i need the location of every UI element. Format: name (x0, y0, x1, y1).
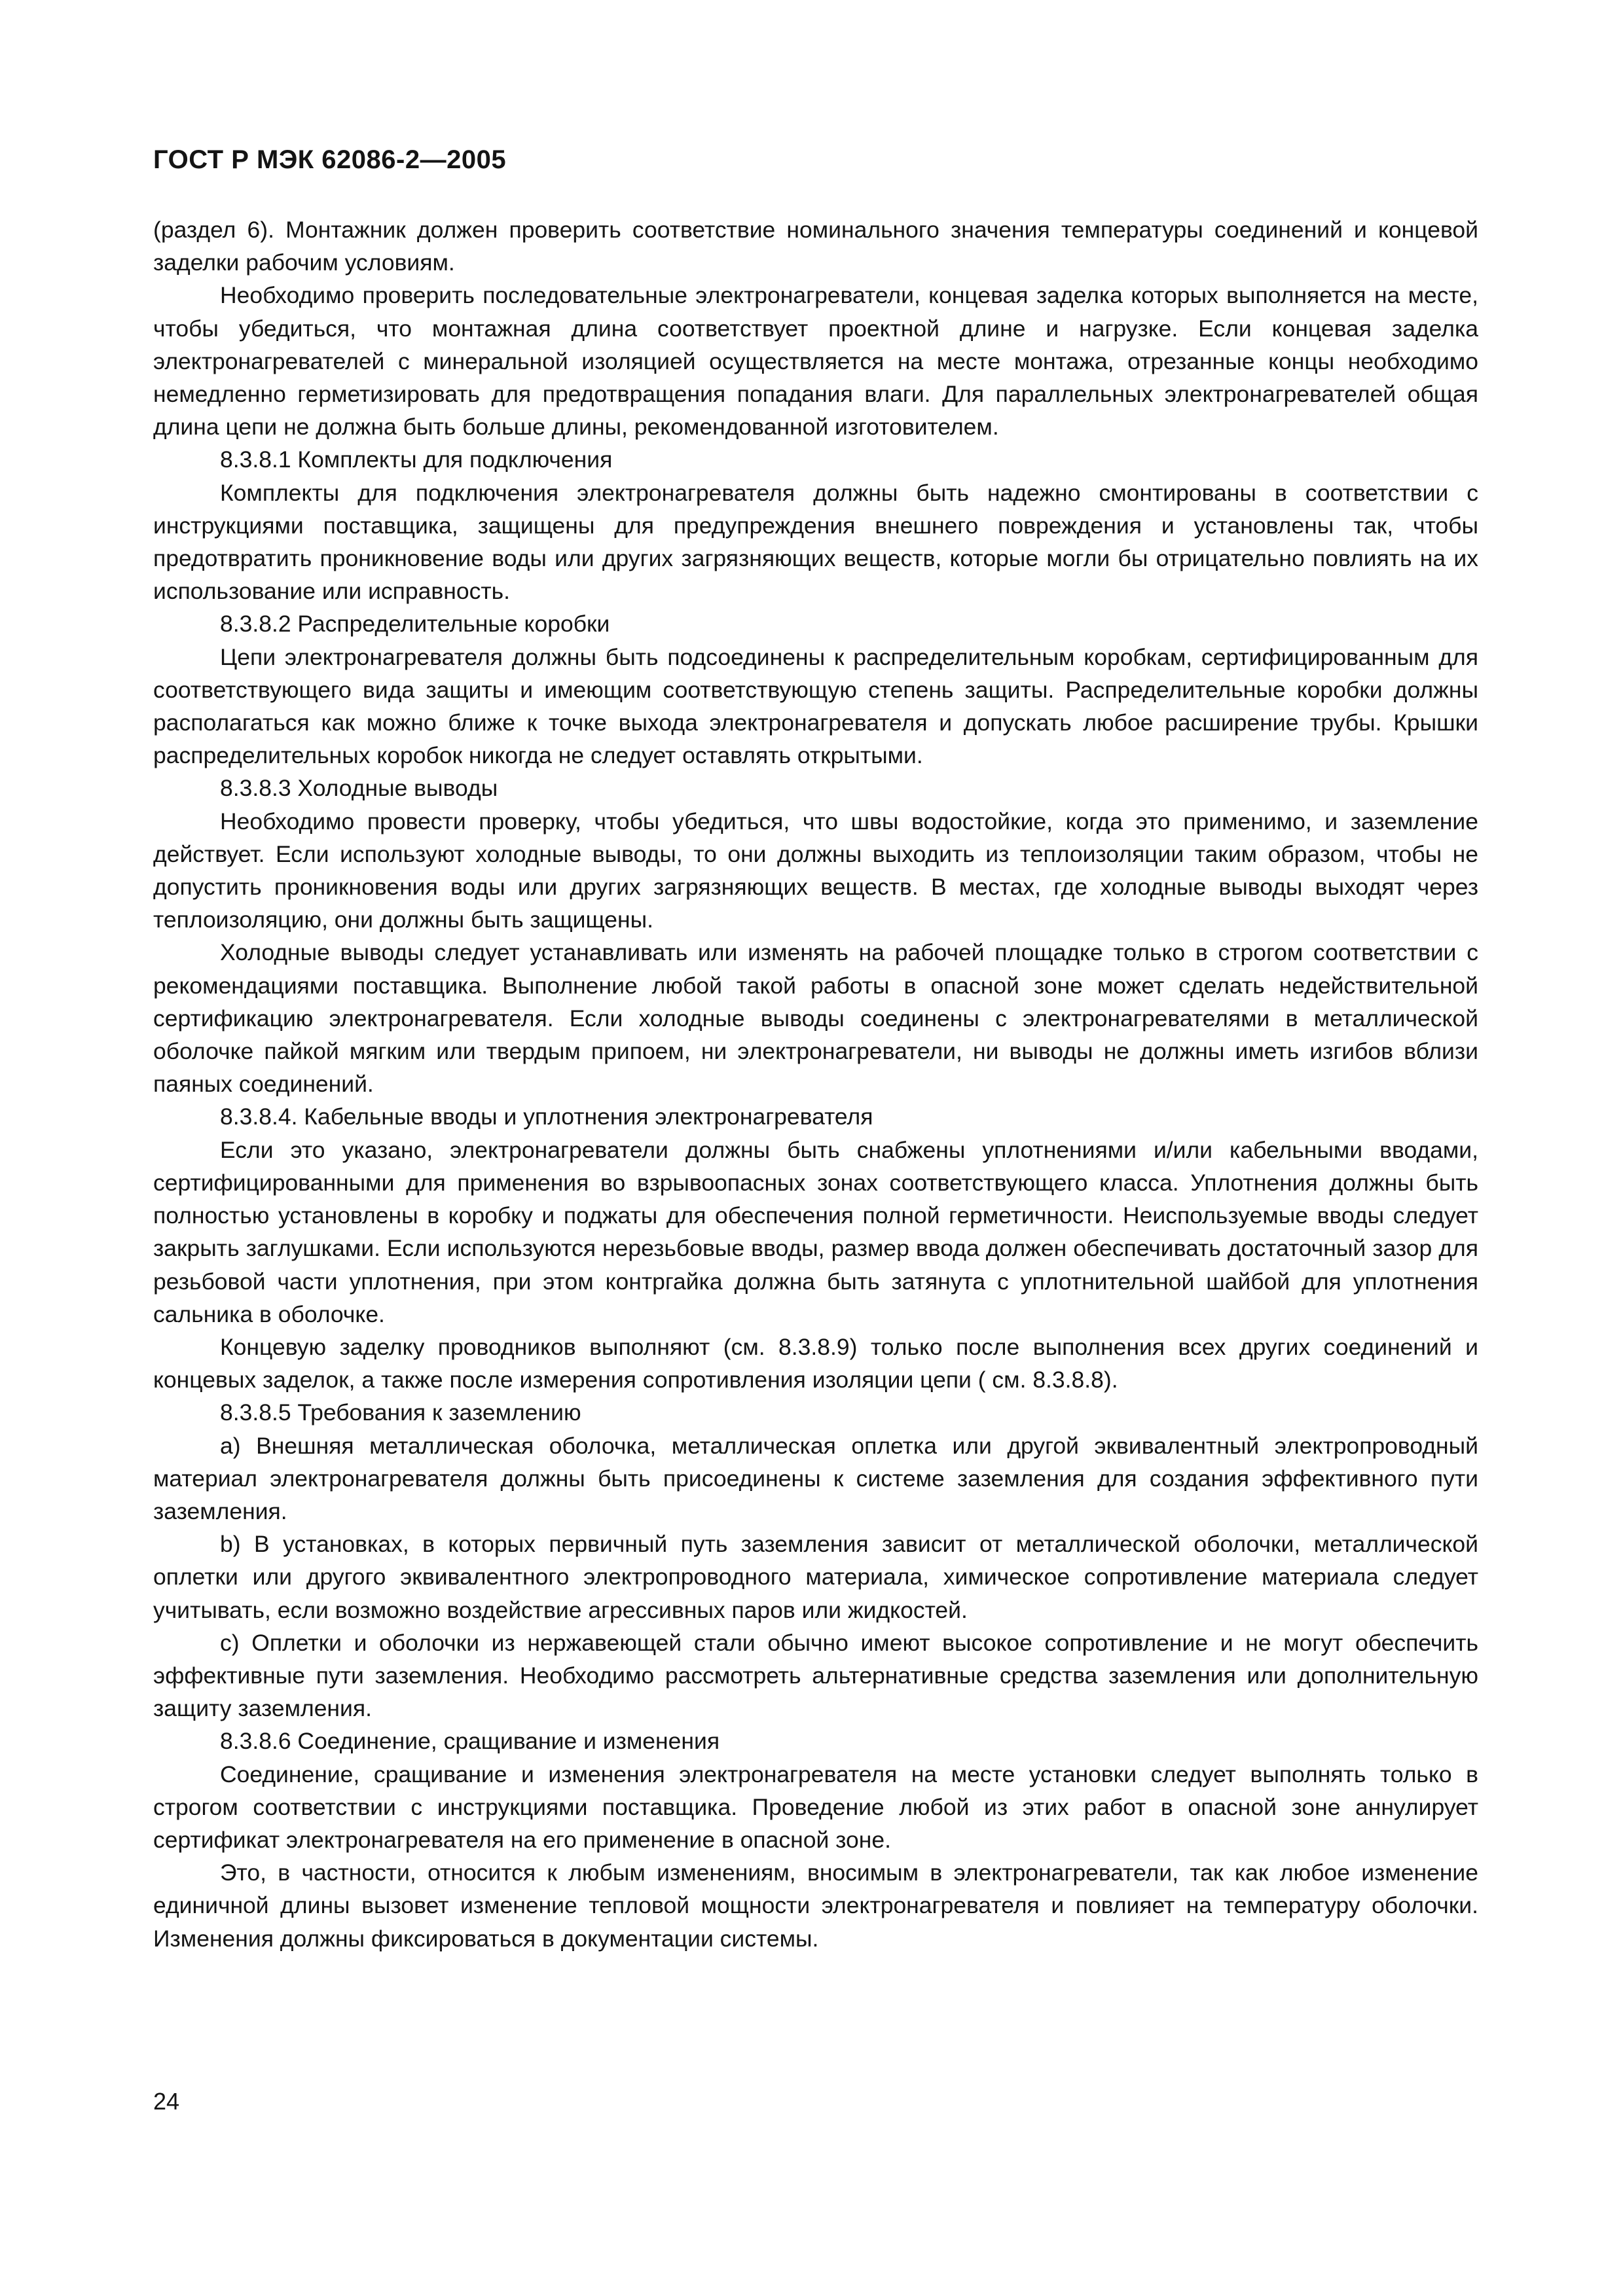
section-heading: 8.3.8.5 Требования к заземлению (220, 1399, 581, 1426)
document-body (153, 213, 1478, 1955)
body-paragraph: Необходимо проверить последовательные электронагреватели, концевая заделка которых выполняется на месте, чтобы убедиться, что монтажная длина соответствует проектной длине и нагрузке. Если концевая заделка электронагревателей с минеральной изоляцией осуществляется на месте монтажа, отрезанные концы необходимо немедленно герметизировать для предотвращения попадания влаги. Для параллельных электронагревателей общая длина цепи не должна быть больше длины, рекомендованной изготовителем. (153, 282, 1478, 440)
body-paragraph: (раздел 6). Монтажник должен проверить соответствие номинального значения температуры соединений и концевой заделки рабочим условиям. (153, 217, 1478, 276)
body-paragraph: Цепи электронагревателя должны быть подсоединены к распределительным коробкам, сертифицированным для соответствующего вида защиты и имеющим соответствующую степень защиты. Распределительные коробки должны располагаться как можно ближе к точке выхода электронагревателя и допускать любое расширение трубы. Крышки распределительных коробок никогда не следует оставлять открытыми. (153, 643, 1478, 769)
page-number: 24 (153, 2088, 180, 2115)
body-paragraph: а) Внешняя металлическая оболочка, металлическая оплетка или другой эквивалентный электропроводный материал электронагревателя должны быть присоединены к системе заземления для создания эффективного пути заземления. (153, 1432, 1478, 1524)
section-heading: 8.3.8.2 Распределительные коробки (220, 611, 610, 637)
section-heading: 8.3.8.3 Холодные выводы (220, 775, 498, 802)
body-paragraph: с) Оплетки и оболочки из нержавеющей стали обычно имеют высокое сопротивление и не могут обеспечить эффективные пути заземления. Необходимо рассмотреть альтернативные средства заземления или дополнительную защиту заземления. (153, 1629, 1478, 1722)
body-paragraph: Комплекты для подключения электронагревателя должны быть надежно смонтированы в соответствии с инструкциями поставщика, защищены для предупреждения внешнего повреждения и установлены так, чтобы предотвратить проникновение воды или других загрязняющих веществ, которые могли бы отрицательно повлиять на их использование или исправность. (153, 479, 1478, 605)
body-paragraph: Холодные выводы следует устанавливать или изменять на рабочей площадке только в строгом соответствии с рекомендациями поставщика. Выполнение любой такой работы в опасной зоне может сделать недействительной сертификацию электронагревателя. Если холодные выводы соединены с электронагревателями в металлической оболочке пайкой мягким или твердым припоем, ни электронагреватели, ни выводы не должны иметь изгибов вблизи паяных соединений. (153, 939, 1478, 1098)
section-heading: 8.3.8.4. Кабельные вводы и уплотнения электронагревателя (220, 1103, 873, 1130)
body-paragraph: Необходимо провести проверку, чтобы убедиться, что швы водостойкие, когда это применимо, и заземление действует. Если используют холодные выводы, то они должны выходить из теплоизоляции таким образом, чтобы не допустить проникновения воды или других загрязняющих веществ. В местах, где холодные выводы выходят через теплоизоляцию, они должны быть защищены. (153, 808, 1478, 933)
body-paragraph: b) В установках, в которых первичный путь заземления зависит от металлической оболочки, металлической оплетки или другого эквивалентного электропроводного материала, химическое сопротивление материала следует учитывать, если возможно воздействие агрессивных паров или жидкостей. (153, 1531, 1478, 1623)
body-paragraph: Концевую заделку проводников выполняют (см. 8.3.8.9) только после выполнения всех других соединений и концевых заделок, а также после измерения сопротивления изоляции цепи ( см. 8.3.8.8). (153, 1333, 1478, 1393)
section-heading: 8.3.8.1 Комплекты для подключения (220, 446, 613, 473)
section-heading: 8.3.8.6 Соединение, сращивание и изменения (220, 1728, 720, 1755)
document-header: ГОСТ Р МЭК 62086-2—2005 (153, 145, 507, 174)
body-paragraph: Соединение, сращивание и изменения электронагревателя на месте установки следует выполнять только в строгом соответствии с инструкциями поставщика. Проведение любой из этих работ в опасной зоне аннулирует сертификат электронагревателя на его применение в опасной зоне. (153, 1761, 1478, 1853)
body-paragraph: Если это указано, электронагреватели должны быть снабжены уплотнениями и/или кабельными вводами, сертифицированными для применения во взрывоопасных зонах соответствующего класса. Уплотнения должны быть полностью установлены в коробку и поджаты для обеспечения полной герметичности. Неиспользуемые вводы следует закрыть заглушками. Если используются нерезьбовые вводы, размер ввода должен обеспечивать достаточный зазор для резьбовой части уплотнения, при этом контргайка должна быть затянута с уплотнительной шайбой для уплотнения сальника в оболочке. (153, 1136, 1478, 1327)
body-paragraph: Это, в частности, относится к любым изменениям, вносимым в электронагреватели, так как любое изменение единичной длины вызовет изменение тепловой мощности электронагревателя и повлияет на температуру оболочки. Изменения должны фиксироваться в документации системы. (153, 1859, 1478, 1952)
